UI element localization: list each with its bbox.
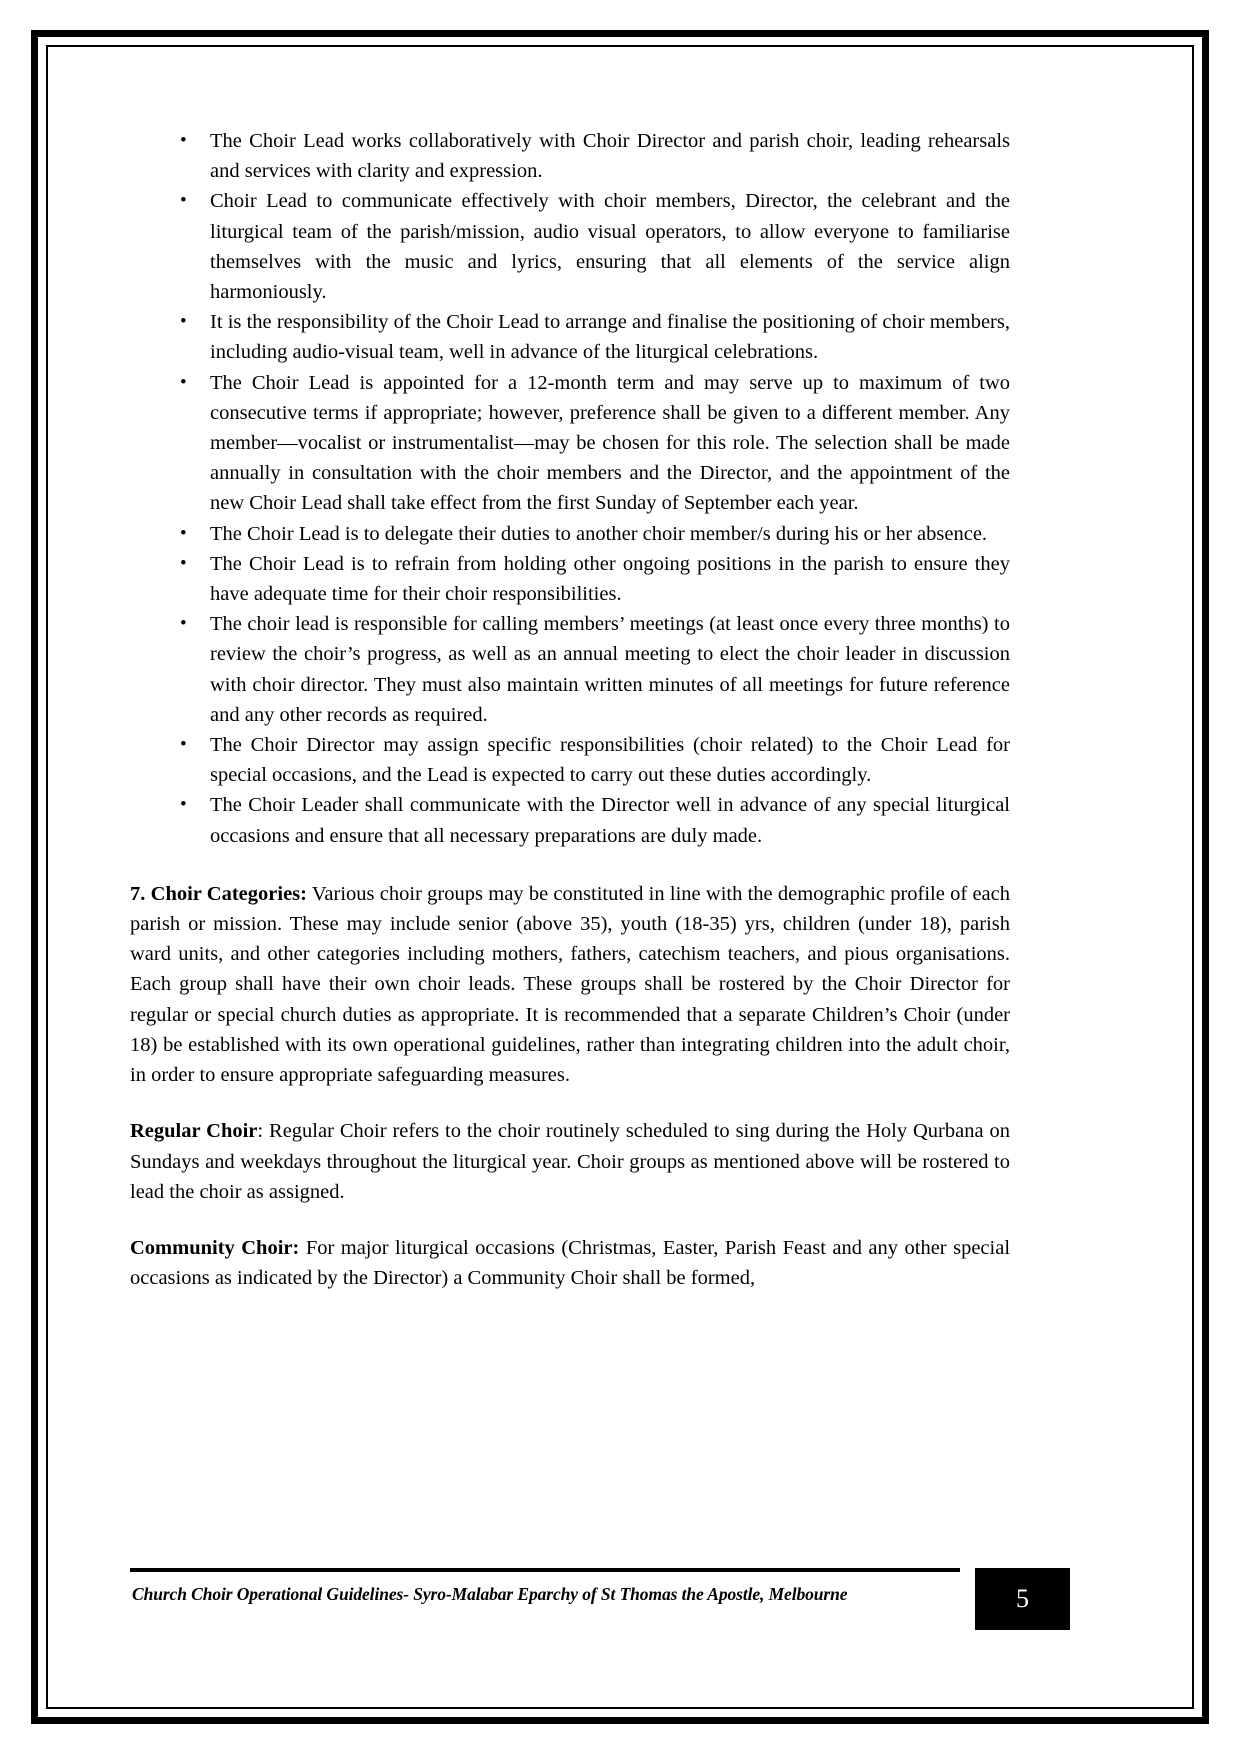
bullet-icon: • xyxy=(180,552,187,574)
list-item-text: The Choir Lead is to refrain from holding other ongoing positions in the parish to ensure they have adequate time for their choir responsibilities. xyxy=(210,552,1010,606)
list-item xyxy=(130,126,1010,186)
list-item-text: The Choir Lead is to delegate their duties to another choir member/s during his or her absence. xyxy=(210,522,988,545)
list-item xyxy=(130,609,1010,730)
list-item-text: The Choir Lead works collaboratively with Choir Director and parish choir, leading rehearsals and services with clarity and expression. xyxy=(210,130,1010,183)
bullet-icon: • xyxy=(180,522,187,544)
bullet-icon: • xyxy=(180,130,187,151)
section-body: : Regular Choir refers to the choir routinely scheduled to sing during the Holy Qurbana on Sundays and weekdays throughout the liturgical year. Choir groups as mentioned above will be rostered to lead the choir as assigned. xyxy=(130,1120,1010,1203)
footer-title: Church Choir Operational Guidelines- Syro-Malabar Eparchy of St Thomas the Apostle, Melbourne xyxy=(132,1584,848,1604)
section-heading: Regular Choir xyxy=(130,1120,258,1143)
list-item-text: The Choir Leader shall communicate with the Director well in advance of any special liturgical occasions and ensure that all necessary preparations are duly made. xyxy=(210,794,1010,847)
page-footer xyxy=(130,1568,1070,1642)
list-item-text: The choir lead is responsible for calling members’ meetings (at least once every three months) to review the choir’s progress, as well as an annual meeting to elect the choir leader in discussion with choir director. They must also maintain written minutes of all meetings for future reference and any other records as required. xyxy=(210,613,1010,726)
list-item xyxy=(130,307,1010,367)
section-heading: Community Choir: xyxy=(130,1236,300,1259)
list-item-text: The Choir Lead is appointed for a 12-month term and may serve up to maximum of two consecutive terms if appropriate; however, preference shall be given to a different member. Any member—vocalist or instrumentalist—may be chosen for this role. The selection shall be made annually in consultation with the choir members and the Director, and the appointment of the new Choir Lead shall take effect from the first Sunday of September each year. xyxy=(210,371,1010,515)
bullet-icon: • xyxy=(180,190,187,212)
bullet-icon: • xyxy=(180,734,187,756)
section-body: Various choir groups may be constituted in line with the demographic profile of each parish or mission. These may include senior (above 35), youth (18-35) yrs, children (under 18), parish ward units, and other categories including mothers, fathers, catechism teachers, and pious organisations. Each group shall have their own choir leads. These groups shall be rostered by the Choir Director for regular or special church duties as appropriate. It is recommended that a separate Children’s Choir (under 18) be established with its own operational guidelines, rather than integrating children into the adult choir, in order to ensure appropriate safeguarding measures. xyxy=(130,882,1011,1087)
section-choir-categories xyxy=(130,879,1010,1090)
list-item-text: Choir Lead to communicate effectively with choir members, Director, the celebrant and the liturgical team of the parish/mission, audio visual operators, to allow everyone to familiarise themselves with the music and lyrics, ensuring that all elements of the service align harmoniously. xyxy=(210,190,1010,304)
section-body: For major liturgical occasions (Christmas, Easter, Parish Feast and any other special occasions as indicated by the Director) a Community Choir shall be formed, xyxy=(130,1236,1011,1290)
list-item-text: It is the responsibility of the Choir Lead to arrange and finalise the positioning of choir members, including audio-visual team, well in advance of the liturgical celebrations. xyxy=(210,311,1010,364)
page-content xyxy=(130,126,1010,1293)
section-regular-choir xyxy=(130,1116,1010,1207)
bullet-icon: • xyxy=(180,311,187,333)
bullet-icon: • xyxy=(180,794,187,816)
list-item xyxy=(130,368,1010,519)
bullet-icon: • xyxy=(180,371,187,393)
list-item-text: The Choir Director may assign specific responsibilities (choir related) to the Choir Lead for special occasions, and the Lead is expected to carry out these duties accordingly. xyxy=(210,734,1010,787)
list-item xyxy=(130,790,1010,850)
bullet-icon: • xyxy=(180,613,187,635)
section-heading: 7. Choir Categories: xyxy=(130,882,307,905)
section-community-choir xyxy=(130,1233,1010,1293)
choir-lead-responsibilities-list xyxy=(130,126,1010,851)
list-item xyxy=(130,730,1010,790)
footer-divider xyxy=(130,1568,960,1572)
page-number: 5 xyxy=(975,1568,1070,1630)
list-item xyxy=(130,519,1010,549)
list-item xyxy=(130,549,1010,609)
list-item xyxy=(130,186,1010,307)
